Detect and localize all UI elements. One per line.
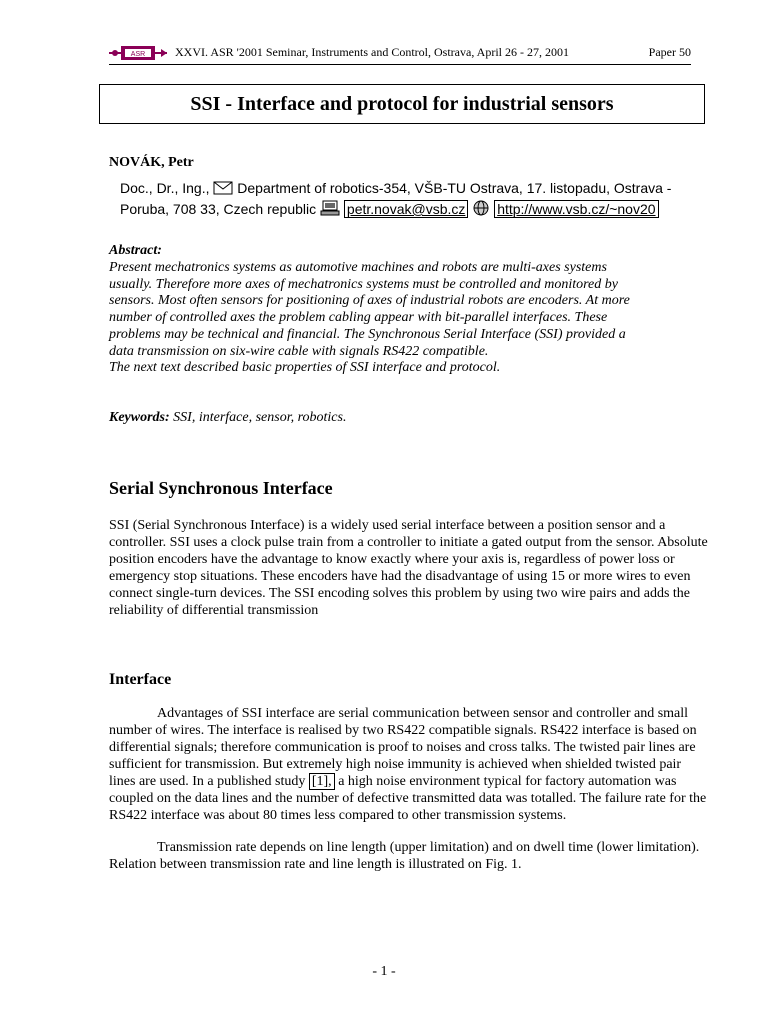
section-heading-interface: Interface [109,671,172,688]
page-number: - 1 - [372,964,396,979]
interface-paragraph-1 [109,705,709,824]
email-link[interactable]: petr.novak@vsb.cz [344,200,469,218]
author-degrees: Doc., Dr., Ing., [120,180,210,196]
interface-paragraph-2 [109,839,709,873]
interface-text-after-citation: a high noise environment typical for factory automation was coupled on the data lines and the number of defective transmitted data was totalled. The failure rate for the RS422 interface was about 80 times less compared to other transmission systems. [109,774,707,823]
keywords-text: SSI, interface, sensor, robotics. [173,410,347,425]
department-address: Department of robotics-354, VŠB-TU Ostrava, 17. listopadu, Ostrava - [237,180,672,196]
computer-icon [320,200,340,216]
section-ssi-paragraph: SSI (Serial Synchronous Interface) is a widely used serial interface between a position sensor and a controller. SSI uses a clock pulse train from a controller to initiate a gated output from the sensor. Absolute position encoders have the advantage to know exactly where your axis is, regardless of power loss or emergency stop situations. These encoders have had the disadvantage of using 15 or more wires to even connect single-turn devices. The SSI encoding solves this problem by using two wire pairs and adds the reliability of differential transmission [109,518,708,618]
transmission-rate-text: Transmission rate depends on line length (upper limitation) and on dwell time (lower limitation). Relation between transmission rate and line length is illustrated on Fig. 1. [109,840,700,872]
citation-link[interactable]: [1], [309,773,335,790]
paper-number: Paper 50 [648,45,691,59]
logo-text: ASR [130,51,146,58]
conference-logo [109,44,167,62]
affiliation-line-1 [120,180,680,196]
globe-icon [472,200,490,216]
paper-title: SSI - Interface and protocol for industrial sensors [99,84,705,124]
city-country: Poruba, 708 33, Czech republic [120,201,317,217]
affiliation-line-2 [120,200,680,217]
section-heading-ssi: Serial Synchronous Interface [109,478,333,498]
abstract-heading: Abstract: [109,243,162,258]
abstract-text: Present mechatronics systems as automotive machines and robots are multi-axes systems usually. Therefore more axes of mechatronics systems must be controlled and monitored by sensors. Most often sensors for positioning of axes of industrial robots are encoders. At more number of controlled axes the problem cabling appear with bit-parallel interfaces. These problems may be technical and financial. The Synchronous Serial Interface (SSI) provided a data transmission on six-wire cable with signals RS422 compatible. The next text described basic properties of SSI interface and protocol. [109,260,630,376]
author-name: NOVÁK, Petr [109,155,194,170]
page-header [109,42,691,65]
homepage-link[interactable]: http://www.vsb.cz/~nov20 [494,200,658,218]
conference-name: XXVI. ASR '2001 Seminar, Instruments and Control, Ostrava, April 26 - 27, 2001 [175,45,569,59]
keywords [109,410,346,426]
keywords-label: Keywords: [109,410,170,425]
envelope-icon [213,181,233,195]
interface-text-before-citation: Advantages of SSI interface are serial communication between sensor and controller and small number of wires. The interface is realised by two RS422 compatible signals. RS422 interface is based on differential signals; therefore communication is proof to noises and cross talks. The twisted pair lines are sufficient for transmission. But extremely high noise immunity is achieved when shielded twisted pair lines are used. In a published study [109,706,697,789]
